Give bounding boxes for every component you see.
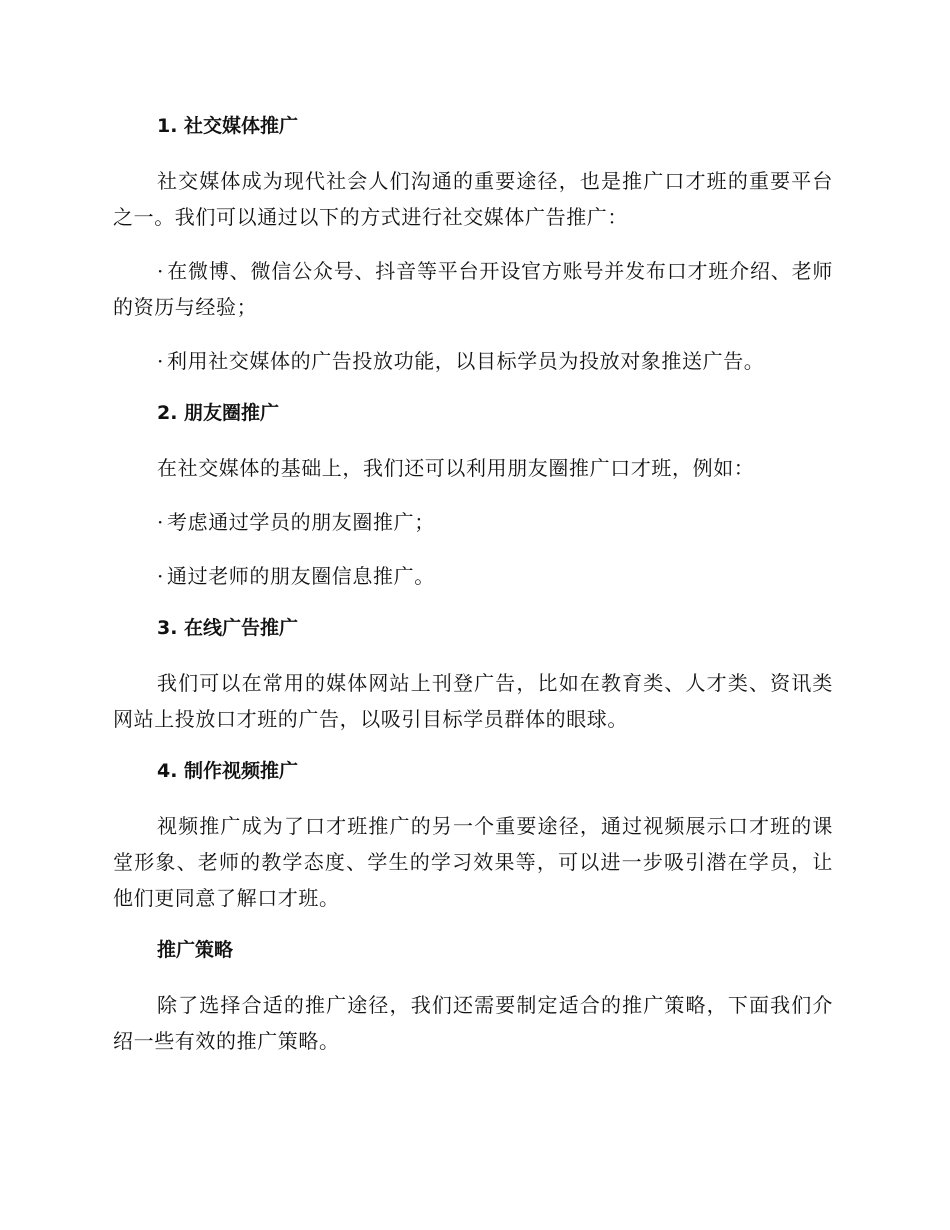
section-paragraph: 在社交媒体的基础上，我们还可以利用朋友圈推广口才班，例如：: [157, 456, 755, 480]
bullet-text: 在微博、微信公众号、抖音等平台开设官方账号并发布口才班介绍、老师的资历与经验；: [113, 259, 833, 319]
bullet-dot: ·: [157, 510, 164, 534]
section-paragraph: 视频推广成为了口才班推广的另一个重要途径，通过视频展示口才班的课堂形象、老师的教学态度、学生的学习效果等，可以进一步吸引潜在学员，让他们更同意了解口才班。: [113, 814, 833, 910]
section-paragraph: 我们可以在常用的媒体网站上刊登广告，比如在教育类、人才类、资讯类网站上投放口才班的广告，以吸引目标学员群体的眼球。: [113, 671, 833, 731]
section-heading-online-ads: 3. 在线广告推广: [157, 617, 299, 639]
bullet-text: 利用社交媒体的广告投放功能，以目标学员为投放对象推送广告。: [167, 349, 765, 373]
section-heading-strategy: 推广策略: [157, 939, 234, 961]
bullet-text: 考虑通过学员的朋友圈推广；: [167, 510, 435, 534]
bullet-item: [113, 558, 833, 594]
section-heading-moments: 2. 朋友圈推广: [157, 402, 280, 424]
bullet-item: [113, 343, 833, 379]
bullet-text: 通过老师的朋友圈信息推广。: [167, 564, 435, 588]
bullet-dot: ·: [157, 259, 164, 283]
section-heading-social-media: 1. 社交媒体推广: [157, 115, 299, 137]
bullet-item: [113, 504, 833, 540]
section-paragraph: 除了选择合适的推广途径，我们还需要制定适合的推广策略，下面我们介绍一些有效的推广策略。: [113, 993, 833, 1053]
bullet-dot: ·: [157, 564, 164, 588]
bullet-item: [113, 253, 833, 325]
document-page: [113, 110, 833, 1077]
bullet-dot: ·: [157, 349, 164, 373]
section-heading-video: 4. 制作视频推广: [157, 760, 299, 782]
section-paragraph: 社交媒体成为现代社会人们沟通的重要途径，也是推广口才班的重要平台之一。我们可以通过以下的方式进行社交媒体广告推广：: [113, 169, 833, 229]
